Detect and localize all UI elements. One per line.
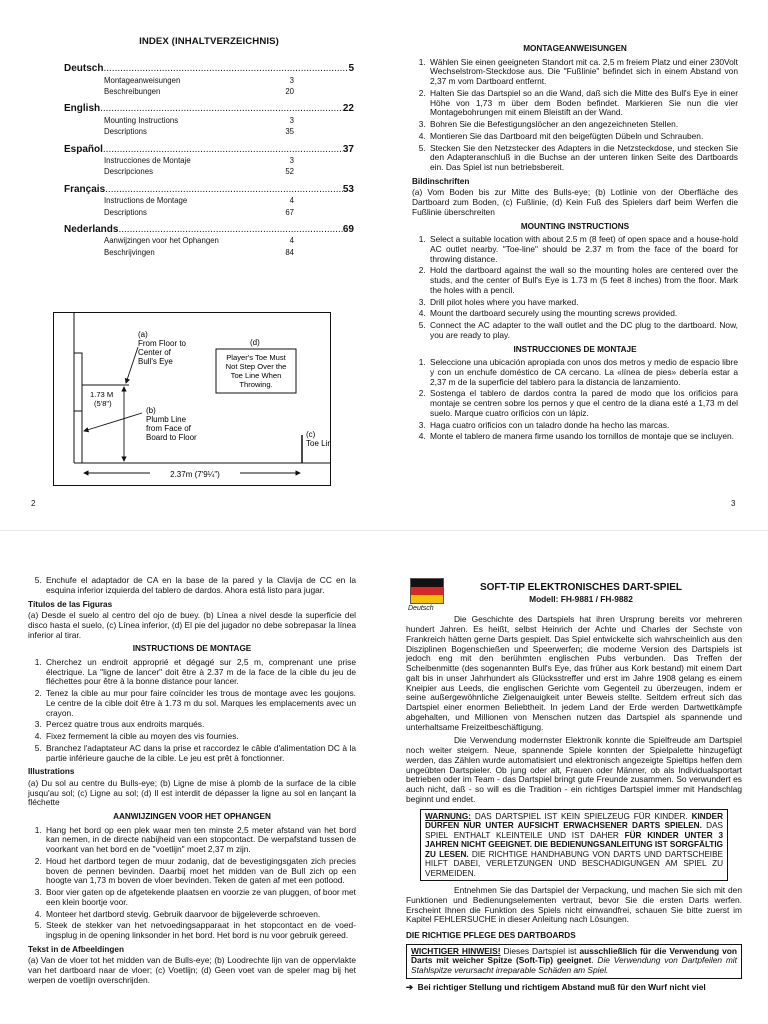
index-subentry-page: 3 [289, 115, 294, 125]
de-mount-step: 1. Wählen Sie einen geeigneten Standort mit ca. 2,5 m freiem Platz und einer 230Volt Wechselstrom-Steckdose aus. Die "Fußlinie" befindet sich in einem Abstand von 2,37 m vom Dartboard entfernt. [428, 58, 738, 87]
label-c-line-1: Toe Lin [306, 439, 330, 448]
index-list [64, 63, 354, 258]
es-mount-step: 1. Seleccione una ubicación apropiada con unos dos metros y medio de espacio libre y con un enchufe doméstico de CA cercano. La «línea de pies» debería estar a 2,37 m de la superficie del tablero para la distancia de lanzamiento. [428, 358, 738, 387]
hint-bold-1: ausschließlich für die Verwendung von Darts mit weicher Spitze (Soft-Tip) geeignet [411, 945, 737, 966]
es-mount-step-5-list [28, 576, 356, 596]
hint-text-2: . [591, 955, 598, 966]
index-leader [103, 144, 343, 156]
index-subentry-label: Instrucciones de Montaje [104, 156, 191, 166]
label-b-pointer [84, 413, 142, 431]
distance-label: 2.37m (7'9¼") [170, 470, 220, 479]
product-title: SOFT-TIP ELEKTRONISCHES DART-SPIEL [479, 582, 683, 593]
nl-mount-step: 1. Hang het bord op een plek waar men ten minste 2,5 meter afstand van het bord kan nemen, in de directe nabijheid van een stopcontact. De werpafstand tussen de voorkant van het bord en de "voetlijn" moet 2,37 m zijn. [44, 826, 356, 855]
warning-text-3: DIE RICHTIGE HANDHABUNG VON DARTS UND DARTSCHEIBE HILFT DABEI, VERLETZUNGEN UND BESCHADIGUNGEN AM SPIEL ZU VERMEIDEN. [425, 849, 723, 878]
de-captions: (a) Vom Boden bis zur Mitte des Bulls-eye; (b) Lotlinie von der Oberfläche des Dartboard zum Boden, (c) Fußlinie, (d) Kein Fuß des Spielers darf beim Werfen die Fußlinie überschreiten [412, 187, 738, 217]
nl-mount-step: 3. Boor vier gaten op de afgetekende plaatsen en voorzie ze van pluggen, of boor met een klein boortje voor. [44, 888, 356, 908]
fr-captions: (a) Du sol au centre du Bulls-eye; (b) Ligne de mise à plomb de la surface de la cible jusqu'au sol; (c) Ligne au sol; (d) Il est interdit de dépasser la ligne au sol en lançant la fléchette [28, 777, 356, 808]
unpacking-paragraph: Entnehmen Sie das Dartspiel der Verpackung, und machen Sie sich mit den Funktionen und Bedienungselementen vertraut, bevor Sie die ersten Darts werfen. Erscheint Ihnen die Funktion des Spiels nicht einwandfrei, schauen Sie bitte zuerst im Kapitel FEHLERSUCHE in dieser Anleitung nach Lösungen. [406, 885, 742, 925]
label-b-line-1: Plumb Line [146, 415, 187, 424]
fr-mount-step: 5. Branchez l'adaptateur AC dans la prise et raccordez le câble d'alimentation DC à la partie inférieure gauche de la cible. Le jeu est prêt à fonctionner. [44, 744, 356, 764]
de-mount-title: MONTAGEANWEISUNGEN [523, 44, 627, 53]
hint-text-1: Dieses Dartspiel ist [500, 945, 580, 956]
en-mount-steps [412, 235, 738, 341]
index-subentry [104, 126, 294, 137]
index-language: Nederlands [64, 223, 119, 235]
box-d-line-2: Toe Line When [230, 371, 282, 380]
index-subentry [104, 207, 294, 218]
index-page: 37 [342, 143, 354, 155]
nl-captions-title: Tekst in de Afbeeldingen [28, 944, 124, 954]
en-mount-step: 2. Hold the dartboard against the wall so the mounting holes are centered over the studs, and the center of Bull's Eye is 1.73 m (5 feet 8 inches) from the floor. Mark the holes with a pencil. [428, 266, 738, 295]
index-subentry-page: 4 [289, 236, 294, 246]
hint-box [406, 944, 742, 979]
index-entry [64, 144, 354, 156]
index-subentry [104, 166, 294, 177]
en-mount-title: MOUNTING INSTRUCTIONS [520, 221, 630, 231]
fr-mount-title: INSTRUCTIONS DE MONTAGE [132, 644, 252, 654]
index-subentry-label: Aanwijzingen voor het Ophangen [104, 236, 219, 246]
warning-bold-2: FÜR KINDER UNTER 3 JAHREN NICHT GEEIGNET. DIE BEDIENUNGSANLEITUNG IST SORGFÄLTIG ZU LESEN. [425, 830, 723, 859]
es-captions: (a) Desde el suelo al centro del ojo de buey. (b) Línea a nivel desde la superficie del disco hasta el suelo, (c) Línea inferior, (d) El pie del jugador no debe sobrepasar la línea inferior al tirar. [28, 610, 356, 640]
hint-italic: Die Verwendung von Dartpfeilen mit Stahlspitze verursacht irreparable Schäden am Spiel. [411, 955, 737, 976]
label-d: (d) [250, 338, 260, 347]
box-d-line-3: Throwing. [239, 380, 273, 389]
index-subentry-label: Descriptions [104, 207, 147, 217]
warning-bold-1: KINDER DÜRFEN NUR UNTER AUFSICHT ERWACHSENER DARTS SPIELEN. [425, 811, 723, 831]
index-language: Español [64, 143, 103, 155]
label-a-pointer [126, 347, 138, 383]
nl-mount-step: 5. Steek de stekker van het netvoedingsapparaat in het stopcontact en de voed-ingsplug in de opening linksonder in het bord. Het bord is nu voor gebruik gereed. [44, 921, 356, 941]
index-leader [103, 63, 348, 75]
de-mount-step: 5. Stecken Sie den Netzstecker des Adapters in die Netzsteckdose, und stecken Sie den Adapteranschluß in die Buchse an der unteren linken Seite des Dartboards ein. Das Spiel ist nun betriebsbereit. [428, 144, 738, 173]
index-subentry-page: 4 [289, 196, 294, 206]
label-b-line-3: Board to Floor [146, 433, 197, 442]
index-subentry [104, 75, 294, 86]
index-subentry [104, 86, 294, 97]
de-mount-step: 3. Bohren Sie die Befestigungslöcher an den angezeichneten Stellen. [428, 120, 738, 130]
page-number-left: 2 [31, 499, 36, 508]
fr-mount-step: 2. Tenez la cible au mur pour faire coïncider les trous de montage avec les goujons. Le centre de la cible doit être à 1.73 m du sol. Marques les emplacements avec un crayon. [44, 689, 356, 718]
en-mount-step: 4. Mount the dartboard securely using the mounting screws provided. [428, 309, 738, 319]
index-title: INDEX (INHALTVERZEICHNIS) [139, 36, 279, 47]
nl-mount-steps [28, 826, 356, 941]
index-page: 53 [342, 183, 354, 195]
en-mount-step: 5. Connect the AC adapter to the wall outlet and the DC plug to the dartboard. Now, you are ready to play. [428, 321, 738, 341]
label-a-line-0: (a) [138, 330, 148, 339]
index-leader [100, 103, 343, 115]
index-subentry [104, 247, 294, 258]
index-language: Deutsch [64, 63, 104, 75]
de-mount-step: 4. Montieren Sie das Dartboard mit den beigefügten Dübeln und Schrauben. [428, 132, 738, 142]
german-description-page [406, 576, 742, 993]
es-mount-step-5: 5. Enchufe el adaptador de CA en la base de la pared y la Clavija de CC en la esquina inferior izquierda del tablero de dardos. Ahora está listo para jugar. [44, 576, 356, 596]
index-subentry-page: 35 [285, 127, 294, 137]
index-page: 5 [348, 63, 354, 75]
en-mount-step: 1. Select a suitable location with about 2.5 m (8 feet) of open space and a house-hold AC outlet nearby. "Toe-line" should be 2.37 m from the face of the board for throwing distance. [428, 235, 738, 264]
index-subentry-label: Montageanweisungen [104, 75, 181, 85]
hint-label: WICHTIGER HINWEIS! [411, 945, 501, 956]
dartboard-profile [74, 353, 82, 411]
nl-mount-step: 4. Monteer het dartbord stevig. Gebruik daarvoor de bijgeleverde schroeven. [44, 910, 356, 920]
index-entry [64, 184, 354, 196]
mounting-page-continued [28, 576, 356, 989]
index-page: 22 [342, 103, 354, 115]
index-subentry [104, 235, 294, 246]
label-a-line-3: Bull's Eye [138, 357, 173, 366]
index-subentry [104, 155, 294, 166]
label-b-line-2: from Face of [146, 424, 191, 433]
index-subentry-label: Beschreibungen [104, 87, 161, 97]
index-subentry-page: 52 [285, 167, 294, 177]
electronics-paragraph: Die Verwendung modernster Elektronik konnte die Spielfreude am Dartspiel noch weiter steigern. Neue, spannende Spiele konnten der Spielpalette hinzugefügt werden, das Zählen wurde automatisiert und elektronisch angezeigte Spieltips helfen dem ungeübten Dartspieler. Ob jung oder alt, Frauen oder Männer, ob als Individualsportart betrieben oder im Team - das Dartspiel bringt gute Freunde zusammen. So verwundert es auch nicht, daß - so will es die Tradition - ein richtiges Dartspiel immer mit Handschlag beginnt und endet. [406, 735, 742, 804]
index-leader [105, 184, 343, 196]
index-subentry-page: 3 [289, 156, 294, 166]
box-d-line-1: Not Step Over the [225, 362, 287, 371]
en-mount-step: 3. Drill pilot holes where you have marked. [428, 298, 738, 308]
index-subentry-page: 3 [289, 75, 294, 85]
es-mount-step: 3. Haga cuatro orificios con un taladro donde ha hecho las marcas. [428, 421, 738, 431]
index-language: English [64, 103, 101, 115]
box-d-line-0: Player's Toe Must [226, 353, 286, 362]
index-page: 69 [342, 223, 354, 235]
nl-mount-step: 2. Houd het dartbord tegen de muur zodanig, dat de bevestigingsgaten zich precies boven de pennen bevinden. Daarbij moet het midden van de Bull zich op een hoogte van 1,73 m boven de vloer bevinden. Teken de gaten af met een potlood. [44, 857, 356, 886]
flag-label: Deutsch [408, 605, 434, 612]
flag-stripe-gold [411, 595, 443, 603]
mounting-page [412, 40, 738, 444]
index-subentry-label: Instructions de Montage [104, 196, 188, 206]
index-subentry [104, 115, 294, 126]
index-subentry-page: 67 [285, 207, 294, 217]
index-subentry-page: 20 [285, 87, 294, 97]
warning-label: WARNUNG: [425, 811, 471, 821]
fr-mount-step: 3. Percez quatre trous aux endroits marqués. [44, 720, 356, 730]
es-mount-step: 2. Sostenga el tablero de dardos contra la pared de modo que los orificios para montaje se centren sobre los pernos y que el centro de la diana esté a 1,73 m del suelo. Marque cuatro orificios con un lápiz. [428, 389, 738, 418]
de-captions-title: Bildinschriften [412, 176, 470, 186]
mounting-diagram-svg [54, 313, 330, 485]
warning-box [420, 809, 728, 882]
index-subentry-label: Descriptions [104, 127, 147, 137]
cut-off-bullet: ➔ Bei richtiger Stellung und richtigem Abstand muß für den Wurf nicht viel [406, 981, 706, 992]
label-a-line-2: Center of [138, 348, 171, 357]
cut-off-text: Bei richtiger Stellung und richtigem Abstand muß für den Wurf nicht viel [417, 981, 706, 992]
german-flag-icon [410, 578, 444, 604]
flag-stripe-black [411, 579, 443, 587]
page-number-right: 3 [731, 499, 736, 508]
fr-captions-title: Illustrations [28, 767, 75, 777]
index-subentry-label: Descripciones [104, 167, 153, 177]
es-captions-title: Títulos de las Figuras [28, 599, 113, 609]
index-entry [64, 224, 354, 236]
warning-text-2: DAS SPIEL ENTHALT KLEINTEILE UND IST DAHER [425, 821, 723, 840]
mounting-diagram [53, 312, 331, 486]
es-mount-title: INSTRUCCIONES DE MONTAJE [513, 344, 637, 354]
de-mount-step: 2. Halten Sie das Dartspiel so an die Wand, daß sich die Mitte des Bull's Eye in einer Höhe von 1,73 m über dem Boden befindet. Markieren Sie nun die vier Montagebohrungen mit einem Bleistift an der Wand. [428, 89, 738, 118]
nl-captions: (a) Van de vloer tot het midden van de Bulls-eye; (b) Loodrechte lijn van de oppervlakte van het dartboard naar de vloer; (c) Voetlijn; (d) Geen voet van de speler mag bij het werpen de voetlijn overschrijden. [28, 955, 356, 985]
history-paragraph: Die Geschichte des Dartspiels hat ihren Ursprung bereits vor mehreren hundert Jahren. Es heißt, selbst Heinrich der Achte und Charles der Sechste von Frankreich hätten gerne Darts gespielt. Das Spiel entwickelte sich wahrscheinlich aus den Disziplinen Bogenschießen und Speerwerfen; die moderne Version des Dartspiels ist jedoch eng mit den berühmten englischen Pubs verbunden. Das Treffen der Scheibenmitte (des sogenannten Bull's Eye, das früher aus Kork bestand) mit einem Dart galt bis in unser Jahrhundert als Glücksstreffer und erst im Jahre 1908 gelang es einem Kneipier aus Leeds, die englischen Gerichte vom Gegenteil zu überzeugen, indem er seine außergewöhnliche Zielgenauigkeit unter Beweis stellte. Seitdem erfreut sich das Dartspiel einer enormen Beliebtheit. In jedem Land der Erde werden Dartwettkämpfe abgehalten, und Millionen von Menschen nutzen das Dartspiel als spannende und unterhaltsame Freizeitbeschäftigung. [406, 614, 742, 732]
warning-text-1: DAS DARTSPIEL IST KEIN SPIELZEUG FÜR KINDER. [470, 811, 692, 821]
index-subentry-page: 84 [285, 247, 294, 257]
index-subentry-label: Mounting Instructions [104, 115, 179, 125]
label-c-line-0: (c) [306, 430, 316, 439]
fr-mount-step: 1. Cherchez un endroit approprié et dégagé sur 2,5 m, comprenant une prise électrique. La "ligne de lancer" doit être à 2.37 m de la face de la cible du jeu de fléchettes pour être à la bonne distance pour lancer. [44, 658, 356, 687]
index-subentry-label: Beschrijvingen [104, 247, 155, 257]
care-title: DIE RICHTIGE PFLEGE DES DARTBOARDS [406, 931, 576, 941]
de-mount-steps [412, 58, 738, 173]
index-page [64, 36, 354, 479]
es-mount-step: 4. Monte el tablero de manera firme usando los tornillos de montaje que se incluyen. [428, 432, 738, 442]
product-model: Modell: FH-9881 / FH-9882 [529, 593, 633, 604]
fr-mount-steps [28, 658, 356, 764]
nl-mount-title: AANWIJZINGEN VOOR HET OPHANGEN [113, 812, 271, 822]
height-imperial: (5'8") [94, 399, 112, 408]
index-entry [64, 63, 354, 75]
label-a-line-1: From Floor to [138, 339, 187, 348]
index-leader [118, 224, 342, 236]
index-entry [64, 103, 354, 115]
fr-mount-step: 4. Fixez fermement la cible au moyen des vis fournies. [44, 732, 356, 742]
height-metric: 1.73 M [90, 390, 114, 399]
flag-stripe-red [411, 587, 443, 595]
index-subentry [104, 195, 294, 206]
label-b-line-0: (b) [146, 406, 156, 415]
page-divider [0, 530, 768, 531]
es-mount-steps [412, 358, 738, 442]
index-language: Français [64, 183, 106, 195]
